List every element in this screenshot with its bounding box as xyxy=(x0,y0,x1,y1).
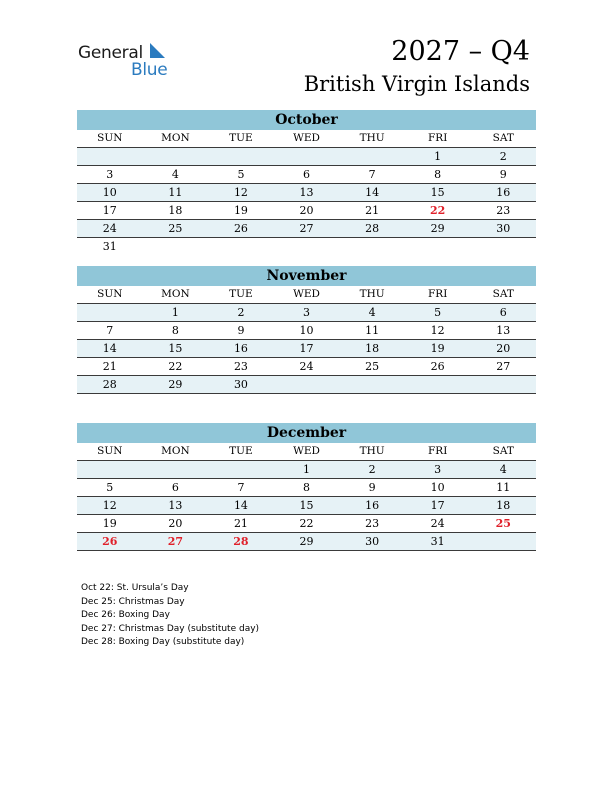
day-cell: 1 xyxy=(171,306,179,319)
holiday-note: Dec 26: Boxing Day xyxy=(81,610,170,620)
week-row xyxy=(77,148,536,166)
weekday-label: WED xyxy=(293,445,320,457)
day-cell: 27 xyxy=(299,222,314,235)
week-row xyxy=(77,479,536,497)
day-cell: 5 xyxy=(434,306,442,319)
day-cell xyxy=(339,238,405,255)
day-cell xyxy=(143,238,209,255)
weekday-label: TUE xyxy=(229,132,253,144)
page-subtitle: British Virgin Islands xyxy=(303,72,530,96)
month-calendar-december xyxy=(77,423,536,551)
day-cell: 4 xyxy=(499,463,507,476)
day-cell: 16 xyxy=(233,342,248,355)
day-cell xyxy=(208,148,274,165)
holiday-day-cell: 26 xyxy=(102,535,118,548)
weekday-label: THU xyxy=(359,445,385,457)
day-cell xyxy=(405,238,471,255)
day-cell: 28 xyxy=(102,378,117,391)
holiday-note: Dec 28: Boxing Day (substitute day) xyxy=(81,637,245,647)
day-cell: 20 xyxy=(496,342,511,355)
day-cell: 19 xyxy=(233,204,248,217)
holiday-day-cell: 28 xyxy=(233,535,249,548)
day-cell: 6 xyxy=(303,168,311,181)
holiday-note: Dec 27: Christmas Day (substitute day) xyxy=(81,623,260,634)
day-cell xyxy=(470,376,536,393)
day-cell xyxy=(274,238,340,255)
day-cell: 5 xyxy=(237,168,245,181)
holiday-note: Oct 22: St. Ursula’s Day xyxy=(81,583,189,593)
day-cell: 8 xyxy=(303,481,311,494)
weekday-label: SAT xyxy=(492,132,514,144)
day-cell: 20 xyxy=(299,204,314,217)
day-cell: 11 xyxy=(168,186,183,199)
week-row xyxy=(77,461,536,479)
day-cell xyxy=(405,376,471,393)
weekday-label: MON xyxy=(161,132,190,144)
week-row xyxy=(77,202,536,220)
day-cell: 4 xyxy=(171,168,179,181)
week-row xyxy=(77,166,536,184)
day-cell: 21 xyxy=(233,517,248,530)
day-cell: 12 xyxy=(430,324,445,337)
day-cell: 23 xyxy=(496,204,511,217)
day-cell: 16 xyxy=(496,186,511,199)
day-cell: 7 xyxy=(368,168,376,181)
logo-triangle-icon xyxy=(147,43,165,59)
day-cell: 1 xyxy=(303,463,311,476)
weekday-label: FRI xyxy=(428,288,448,300)
day-cell: 23 xyxy=(365,517,380,530)
week-row xyxy=(77,220,536,238)
day-cell xyxy=(470,238,536,255)
day-cell: 26 xyxy=(430,360,445,373)
day-cell: 19 xyxy=(102,517,117,530)
day-cell: 17 xyxy=(299,342,314,355)
day-cell: 24 xyxy=(102,222,117,235)
weekday-header-row xyxy=(77,286,536,304)
week-row xyxy=(77,340,536,358)
day-cell: 9 xyxy=(499,168,507,181)
day-cell xyxy=(77,304,143,321)
month-title: December xyxy=(77,423,536,443)
day-cell: 13 xyxy=(168,499,183,512)
weekday-label: TUE xyxy=(229,288,253,300)
weekday-label: SAT xyxy=(492,445,514,457)
day-cell xyxy=(143,461,209,478)
day-cell: 26 xyxy=(233,222,248,235)
day-cell: 6 xyxy=(171,481,179,494)
week-row xyxy=(77,533,536,551)
day-cell: 21 xyxy=(102,360,117,373)
weekday-label: THU xyxy=(359,132,385,144)
month-calendar-october xyxy=(77,110,536,255)
weekday-label: WED xyxy=(293,132,320,144)
day-cell: 1 xyxy=(434,150,442,163)
day-cell: 21 xyxy=(365,204,380,217)
day-cell xyxy=(470,533,536,550)
day-cell: 3 xyxy=(106,168,114,181)
day-cell: 7 xyxy=(237,481,245,494)
weekday-label: THU xyxy=(359,288,385,300)
week-row xyxy=(77,184,536,202)
weekday-header-row xyxy=(77,443,536,461)
day-cell: 18 xyxy=(365,342,380,355)
holiday-day-cell: 22 xyxy=(430,204,446,217)
day-cell: 23 xyxy=(233,360,248,373)
weekday-label: SUN xyxy=(97,445,123,457)
day-cell: 18 xyxy=(168,204,183,217)
day-cell: 17 xyxy=(102,204,117,217)
day-cell: 31 xyxy=(102,240,117,253)
day-cell: 28 xyxy=(365,222,380,235)
week-row xyxy=(77,376,536,394)
day-cell: 30 xyxy=(365,535,380,548)
day-cell: 18 xyxy=(496,499,511,512)
day-cell: 4 xyxy=(368,306,376,319)
day-cell: 15 xyxy=(299,499,314,512)
day-cell: 13 xyxy=(496,324,511,337)
day-cell: 19 xyxy=(430,342,445,355)
day-cell: 22 xyxy=(168,360,183,373)
month-title: October xyxy=(77,110,536,130)
day-cell: 27 xyxy=(496,360,511,373)
weekday-header-row xyxy=(77,130,536,148)
day-cell: 9 xyxy=(237,324,245,337)
day-cell: 24 xyxy=(430,517,445,530)
day-cell: 29 xyxy=(299,535,314,548)
day-cell: 13 xyxy=(299,186,314,199)
weekday-label: FRI xyxy=(428,132,448,144)
day-cell: 10 xyxy=(299,324,314,337)
weekday-label: WED xyxy=(293,288,320,300)
day-cell: 14 xyxy=(102,342,117,355)
day-cell: 3 xyxy=(303,306,311,319)
day-cell: 2 xyxy=(237,306,245,319)
page-title: 2027 – Q4 xyxy=(391,36,530,67)
day-cell: 7 xyxy=(106,324,114,337)
day-cell xyxy=(274,148,340,165)
day-cell: 25 xyxy=(168,222,183,235)
day-cell xyxy=(208,461,274,478)
month-calendar-november xyxy=(77,266,536,394)
week-row xyxy=(77,304,536,322)
day-cell: 12 xyxy=(233,186,248,199)
weekday-label: MON xyxy=(161,288,190,300)
logo-word-general: General xyxy=(78,43,143,63)
day-cell: 15 xyxy=(430,186,445,199)
holiday-notes xyxy=(81,582,259,650)
day-cell: 12 xyxy=(102,499,117,512)
holiday-note: Dec 25: Christmas Day xyxy=(81,596,185,607)
day-cell: 8 xyxy=(434,168,442,181)
day-cell: 10 xyxy=(430,481,445,494)
generalblue-logo xyxy=(78,40,178,80)
week-row xyxy=(77,358,536,376)
day-cell: 15 xyxy=(168,342,183,355)
weekday-label: SAT xyxy=(492,288,514,300)
weekday-label: FRI xyxy=(428,445,448,457)
day-cell xyxy=(274,376,340,393)
day-cell xyxy=(339,376,405,393)
day-cell: 29 xyxy=(168,378,183,391)
day-cell xyxy=(143,148,209,165)
day-cell: 10 xyxy=(102,186,117,199)
weekday-label: MON xyxy=(161,445,190,457)
day-cell: 3 xyxy=(434,463,442,476)
logo-word-blue: Blue xyxy=(131,60,168,80)
day-cell: 24 xyxy=(299,360,314,373)
day-cell: 29 xyxy=(430,222,445,235)
day-cell xyxy=(77,461,143,478)
week-row xyxy=(77,322,536,340)
weekday-label: TUE xyxy=(229,445,253,457)
weekday-label: SUN xyxy=(97,288,123,300)
day-cell: 17 xyxy=(430,499,445,512)
day-cell xyxy=(77,148,143,165)
month-title: November xyxy=(77,266,536,286)
week-row xyxy=(77,497,536,515)
day-cell: 30 xyxy=(233,378,248,391)
day-cell: 8 xyxy=(171,324,179,337)
day-cell: 11 xyxy=(496,481,511,494)
day-cell: 6 xyxy=(499,306,507,319)
week-row xyxy=(77,238,536,255)
day-cell: 14 xyxy=(233,499,248,512)
day-cell: 5 xyxy=(106,481,114,494)
day-cell: 16 xyxy=(365,499,380,512)
day-cell xyxy=(208,238,274,255)
day-cell: 25 xyxy=(365,360,380,373)
day-cell xyxy=(339,148,405,165)
day-cell: 2 xyxy=(368,463,376,476)
day-cell: 9 xyxy=(368,481,376,494)
day-cell: 31 xyxy=(430,535,445,548)
day-cell: 22 xyxy=(299,517,314,530)
weekday-label: SUN xyxy=(97,132,123,144)
day-cell: 14 xyxy=(365,186,380,199)
holiday-day-cell: 25 xyxy=(495,517,511,530)
holiday-day-cell: 27 xyxy=(167,535,184,548)
day-cell: 30 xyxy=(496,222,511,235)
day-cell: 11 xyxy=(365,324,380,337)
week-row xyxy=(77,515,536,533)
day-cell: 2 xyxy=(499,150,507,163)
day-cell: 20 xyxy=(168,517,183,530)
